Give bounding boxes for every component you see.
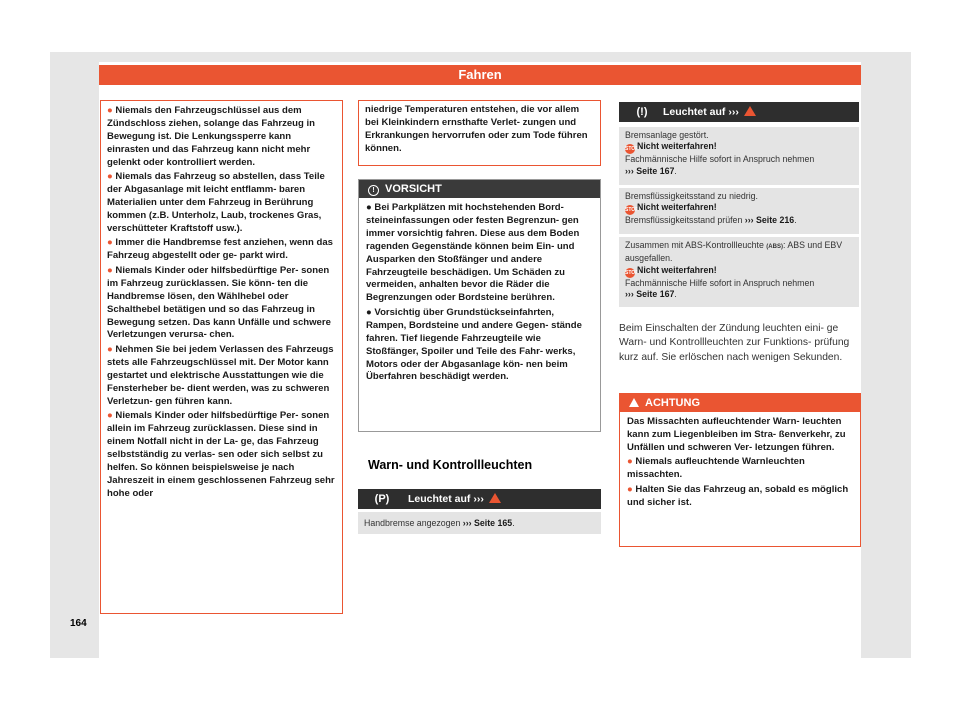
info-circle-icon: ! [368, 185, 379, 196]
page-reference-link[interactable]: ››› Seite 216 [744, 215, 795, 226]
bullet-icon: ● [107, 171, 116, 183]
bullet-icon: ● [627, 456, 636, 468]
caution-item: ● Bei Parkplätzen mit hochstehenden Bord- steineinfassungen oder festen Begrenzun- gen immer vorsichtig fahren. Diese aus dem Boden ragenden Gegenstände können beim Ein- und Ausparken den Stoßfänger und andere Fahrzeugteile beschädigen. Um Schäden zu vermeiden, anhalten bevor die Räder die Begrenzungen oder Bordsteine berühren. [366, 202, 580, 304]
section-title: Warn- und Kontrollleuchten [368, 458, 533, 472]
bullet-icon: ● [107, 105, 116, 116]
achtung-item: ● Halten Sie das Fahrzeug an, sobald es möglich und sicher ist. [627, 483, 849, 508]
bullet-icon: ● [627, 483, 636, 495]
page-reference-link[interactable]: ››› Seite 165 [462, 518, 513, 528]
warning-box-continued [100, 100, 343, 614]
bullet-icon: ● [366, 202, 375, 213]
caution-box [358, 179, 601, 432]
stop-icon: STOP [625, 207, 639, 214]
bullet-icon: ● [107, 264, 116, 276]
page-number: 164 [70, 618, 87, 629]
page-header: Fahren [99, 65, 861, 85]
bullet-icon: ● [366, 306, 375, 318]
table-row: Bremsanlage gestört. STOPNicht weiterfahren! Fachmännische Hilfe sofort in Anspruch nehmen ››› Seite 167. [619, 127, 859, 185]
warning-item: ● Niemals das Fahrzeug so abstellen, dass Teile der Abgasanlage mit leicht entflamm- baren Materialien unter dem Fahrzeug in Berührung kommen (z.B. Unterholz, Laub, trockenes Gras, verschütteter Kraftstoff usw.). [107, 171, 325, 234]
table-row: Bremsflüssigkeitsstand zu niedrig. STOPNicht weiterfahren! Bremsflüssigkeitsstand prüfen ››› Seite 216. [619, 188, 859, 234]
bullet-icon: ● [107, 344, 116, 356]
stop-icon: STOP [625, 269, 639, 276]
warning-item: ● Niemals den Fahrzeugschlüssel aus dem Zündschloss ziehen, solange das Fahrzeug in Bewegung ist. Die Lenkungssperre kann einrasten und das Fahrzeug kann nicht mehr gelenkt oder kontrolliert werden. [107, 105, 315, 168]
page-reference-link[interactable]: ››› Seite 167 [625, 289, 675, 300]
achtung-header: ACHTUNG [620, 394, 860, 412]
table-row: Handbremse angezogen ››› Seite 165. [358, 512, 601, 534]
page-reference-link[interactable]: ››› Seite 167 [625, 165, 675, 176]
warning-triangle-icon [629, 398, 639, 407]
achtung-item: ● Niemals aufleuchtende Warnleuchten missachten. [627, 456, 805, 481]
table-header-label: Leuchtet auf ››› [408, 489, 501, 509]
body-paragraph: Beim Einschalten der Zündung leuchten eini- ge Warn- und Kontrollleuchten zur Funktions- prüfung kurz auf. Sie erlöschen nach wenigen Sekunden. [619, 323, 850, 363]
table-row: Zusammen mit ABS-Kontrollleuchte (ABS): ABS und EBV ausgefallen. STOPNicht weiterfahren! Fachmännische Hilfe sofort in Anspruch nehmen ››› Seite 167. [619, 237, 859, 307]
warning-item: ● Niemals Kinder oder hilfsbedürftige Per- sonen allein im Fahrzeug zurücklassen. Diese sind in einem Notfall nicht in der La- ge, das Fahrzeug selbstständig zu verlas- sen oder sich selbst zu helfen. So können beispielsweise je nach Jahreszeit in einem geschlossenen Fahrzeug sehr hohe oder [107, 410, 335, 499]
handbrake-table-header [358, 489, 601, 509]
warning-box-continuation [358, 100, 601, 166]
caution-item: ● Vorsichtig über Grundstückseinfahrten, Rampen, Bordsteine und andere Gegen- stände fahren. Tief liegende Fahrzeugteile wie Stoßfänger, Spoiler und Teile des Fahr- werks, Motors oder der Abgasanlage kön- nen beim Überfahren beschädigt werden. [366, 306, 582, 383]
caution-header: ! VORSICHT [359, 180, 600, 198]
warning-triangle-icon [744, 106, 756, 116]
table-header-label: Leuchtet auf ››› [663, 102, 756, 122]
warning-item: ● Immer die Handbremse fest anziehen, wenn das Fahrzeug abgestellt oder ge- parkt wird. [107, 237, 333, 262]
warning-continuation-text: niedrige Temperaturen entstehen, die vor allem bei Kleinkindern ernsthafte Verlet- zungen und Erkrankungen hervorrufen oder zum Tode führen können. [365, 104, 588, 154]
stop-icon: STOP [625, 146, 639, 153]
bullet-icon: ● [107, 237, 116, 249]
warning-triangle-icon [489, 493, 501, 503]
brake-warning-icon: (!) [636, 106, 648, 118]
parking-brake-icon: (P) [374, 493, 390, 505]
achtung-intro: Das Missachten aufleuchtender Warn- leuchten kann zum Liegenbleiben im Stra- ßenverkehr, zu Unfällen und schweren Ver- letzungen führen. [627, 416, 846, 453]
bullet-icon: ● [107, 410, 116, 422]
abs-icon: (ABS) [766, 244, 783, 250]
warning-item: ● Niemals Kinder oder hilfsbedürftige Per- sonen im Fahrzeug zurücklassen. Sie könn- ten die Handbremse lösen, den Wählhebel oder Schalthebel betätigen und so das Fahrzeug in Bewegung setzen. Das kann Unfälle und schwere Verletzungen verursa- chen. [107, 264, 331, 341]
achtung-box [619, 393, 861, 547]
brake-table-header [619, 102, 859, 122]
warning-item: ● Nehmen Sie bei jedem Verlassen des Fahrzeugs stets alle Fahrzeugschlüssel mit. Der Motor kann gestartet und elektrische Ausstattungen wie die Fensterheber be- dient werden, was zu schweren Verletzun- gen führen kann. [107, 344, 334, 407]
